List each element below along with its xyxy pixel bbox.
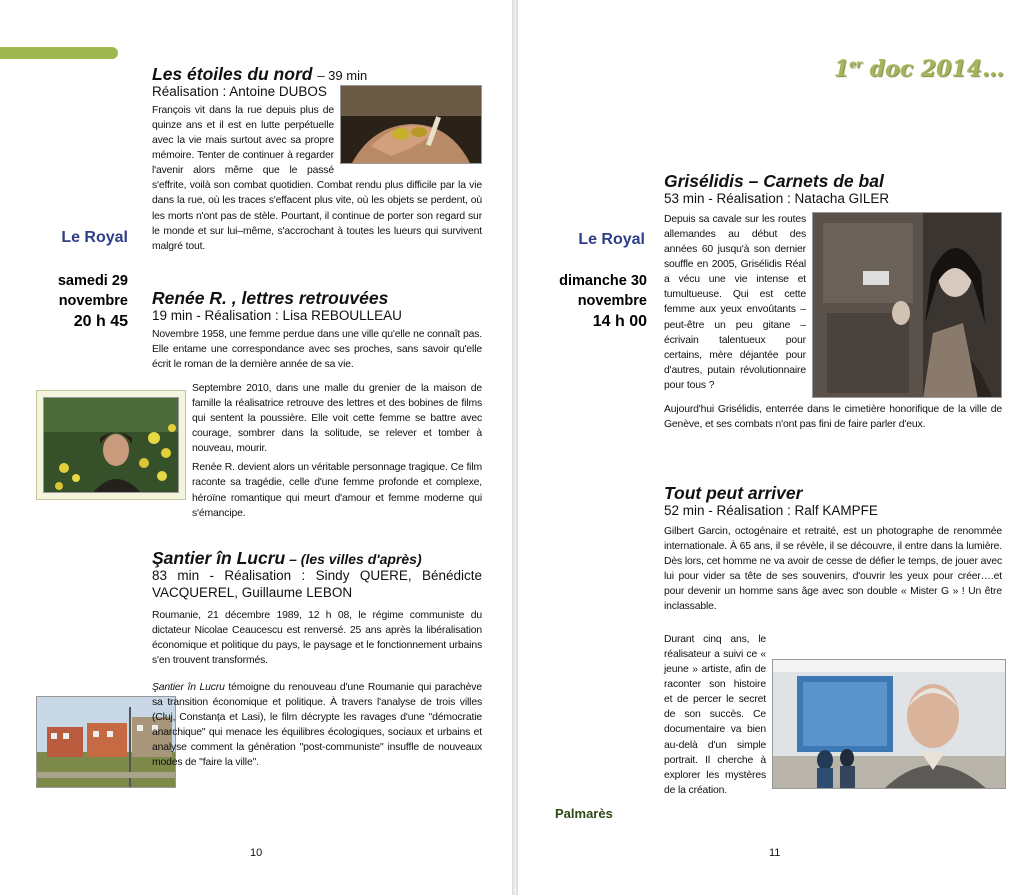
film-synopsis-p2: Şantier în Lucru témoigne du renouveau d'une Roumanie qui parachève sa transition économique et politique. À travers l'analyse de trois villes (Cluj, Constanța et Lasi), le film décrypte les ravages d'une "démocratie anarchique" qui menace les équilibres écologiques, sociaux et urbains et analyse comment la génération "post-communiste" insuffle de nouveaux modes de "faire la ville". (152, 682, 482, 769)
film-title: Renée R. , lettres retrouvées (152, 288, 389, 308)
venue-left: Le Royal (61, 229, 128, 246)
film-credit: 83 min - Réalisation : Sindy QUERE, Bénédicte VACQUEREL, Guillaume LEBON (152, 568, 482, 600)
film-synopsis-p1: Novembre 1958, une femme perdue dans une ville qu'elle ne connaît pas. Elle entame une correspondance avec ses proches, sans savoir qu'elle écrit le roman de la dernière année de sa vie. (152, 329, 482, 371)
page-left (0, 0, 512, 895)
film-etoiles-du-nord (152, 64, 482, 254)
page-right (518, 0, 1032, 895)
film-credit: 53 min - Réalisation : Natacha GILER (664, 191, 890, 207)
film-credit: Réalisation : Antoine DUBOS (152, 84, 327, 100)
screening-time-right (559, 272, 647, 333)
photo-griselidis-door (812, 212, 1002, 398)
film-synopsis-p2: Septembre 2010, dans une malle du grenier de la maison de famille la réalisatrice retrouve des lettres et des bobines de films qui sentent la poussière. Elle voit cette femme se battre avec courage, sombrer dans la solitude, se relever et tomber à nouveau, mourir. (192, 383, 482, 455)
film-renee-r (152, 288, 482, 372)
date-line2: novembre (577, 292, 647, 309)
film-griselidis (664, 171, 1002, 432)
green-accent-bar (0, 47, 118, 59)
date-line2: novembre (58, 292, 128, 309)
photo-woman-flowers (43, 397, 179, 493)
film-duration: – 39 min (317, 68, 368, 83)
film-synopsis-p1: Roumanie, 21 décembre 1989, 12 h 08, le régime communiste du dictateur Nicolae Ceaucescu est renversé. 25 ans après la libéralisation économique et politique du pays, le paysage et le fonctionnement urbains s'en trouvent transformés. (152, 609, 482, 667)
date-line1: samedi 29 (57, 273, 128, 289)
film-santier-in-lucru (152, 548, 482, 668)
page-number-right: 11 (769, 847, 781, 859)
date-line1: dimanche 30 (559, 273, 647, 289)
screening-time-left (58, 272, 128, 333)
film-synopsis-p3: Renée R. devient alors un véritable personnage tragique. Ce film raconte sa tragédie, celle d'une femme profonde et complexe, héroïne romantique qui meurt d'amour et femme moderne qui s'émancipe. (192, 462, 482, 519)
brochure-title: 1er doc 2014… (833, 56, 1004, 82)
photo-hands-nuts (340, 85, 482, 164)
venue-right: Le Royal (578, 231, 645, 248)
film-title-inline: Şantier în Lucru (152, 682, 225, 693)
film-title: Şantier în Lucru – (les villes d'après) (152, 548, 422, 568)
film-title: Les étoiles du nord – 39 min (152, 64, 368, 84)
film-tout-peut-arriver (664, 483, 1002, 614)
page-number-left: 10 (250, 847, 263, 859)
photo-gilbert-garcin (772, 659, 1006, 789)
film-synopsis-p1: Depuis sa cavale sur les routes allemandes au début des années 60 jusqu'à son dernier souffle en 2005, Grisélidis Réal a vécu une vie intense et tumultueuse. Qui est cette femme aux yeux envoûtants – peut-être un peu gitane – écrivain talentueux pour certains, mère déjantée pour d'autres, putain révolutionnaire pour tous ? (664, 214, 806, 391)
palmares-label: Palmarès (555, 806, 613, 821)
film-synopsis-p1: Gilbert Garcin, octogénaire et retraité, est un photographe de renommée internationale. À 65 ans, il se révèle, il se découvre, il entre dans la lumière. Dès lors, cet homme ne va avoir de cesse de défier le temps, de jouer avec lui pour vider sa tête de ses souvenirs, d'ouvrir les yeux pour créer….et pour devenir un homme sans âge avec son double « Mister G » ! Un être inclassable. (664, 526, 1002, 613)
film-synopsis-p2: Durant cinq ans, le réalisateur a suivi ce « jeune » artiste, afin de raconter son histoire et de percer le secret de son succès. Ce documentaire va bien au-delà d'un simple portrait. Il cherche à explorer les mystères de la création. (664, 634, 766, 796)
film-synopsis: François vit dans la rue depuis plus de quinze ans et il est en lutte perpétuelle avec la vie mais surtout avec sa propre mémoire. Tenter de continuer à regarder l'avenir alors même que le passé s'effrite, voilà son combat quotidien. Combat rendu plus difficile par la vie dans la rue, où les traces s'effacent plus vite, où les objets se perdent, où les morts n'ont pas de stèle. Pourtant, il continue de porter son regard sur le monde et sur lui–même, s'accrochant à toutes les lueurs qui survivent malgré tout. (152, 105, 482, 252)
photo-woman-flowers-frame (36, 390, 186, 500)
film-title: Grisélidis – Carnets de bal (664, 171, 884, 191)
film-synopsis-p2: Aujourd'hui Grisélidis, enterrée dans le cimetière honorifique de la ville de Genève, et ses combats n'ont pas fini de faire parler d'eux. (664, 404, 1002, 431)
film-title: Tout peut arriver (664, 483, 803, 503)
film-tout-peut-arriver-cont (664, 632, 1002, 798)
film-santier-in-lucru-cont (152, 680, 482, 770)
time: 20 h 45 (73, 313, 128, 331)
film-renee-r-cont (192, 381, 482, 521)
film-subtitle: – (les villes d'après) (285, 551, 422, 567)
time: 14 h 00 (592, 313, 647, 331)
film-credit: 52 min - Réalisation : Ralf KAMPFE (664, 503, 878, 519)
film-credit: 19 min - Réalisation : Lisa REBOULLEAU (152, 308, 402, 324)
